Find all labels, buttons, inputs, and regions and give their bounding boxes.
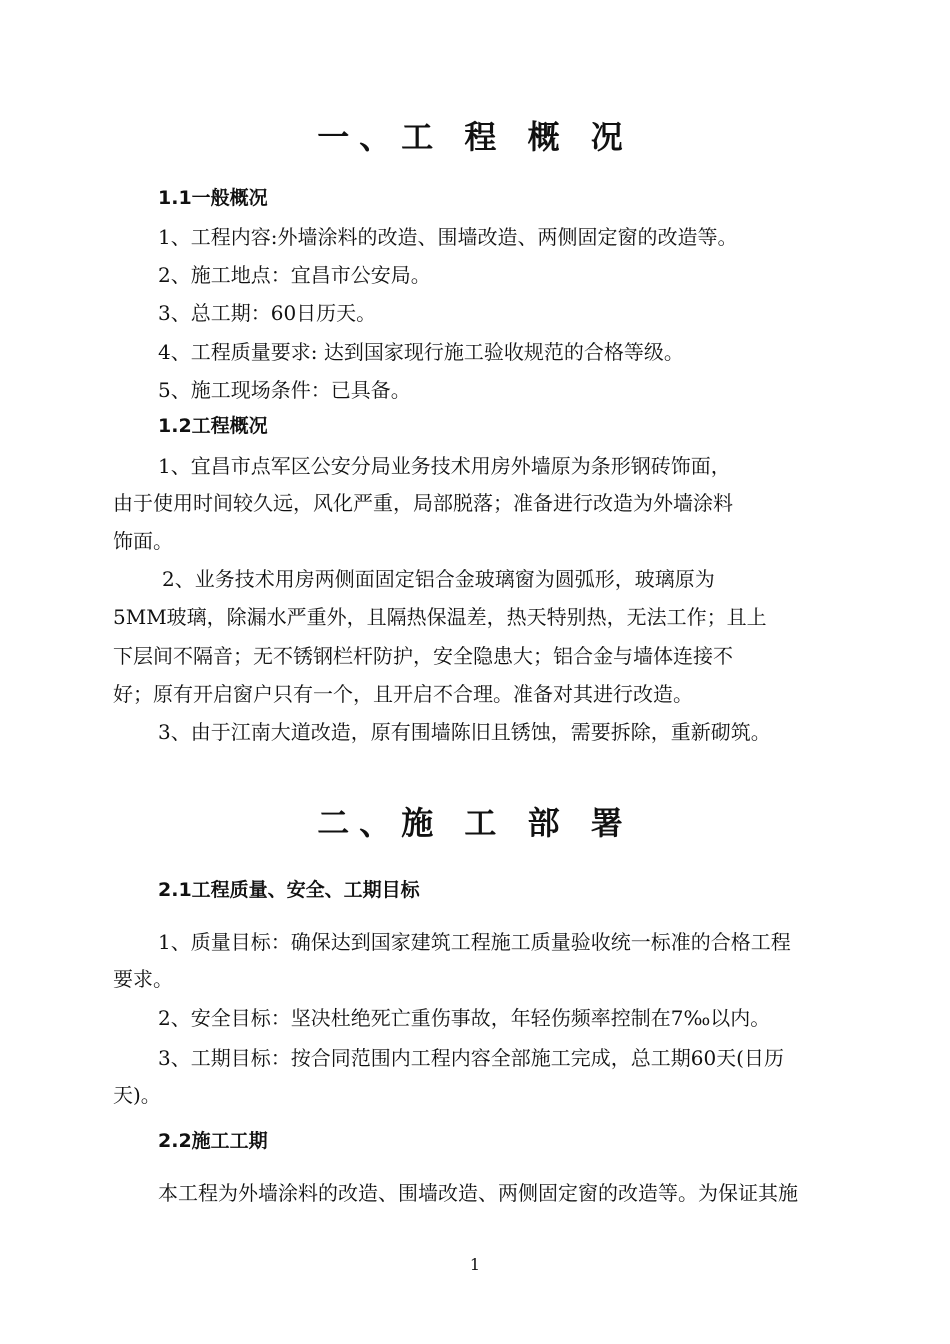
paragraph-3: 3、由于江南大道改造，原有围墙陈旧且锈蚀，需要拆除，重新砌筑。 bbox=[158, 720, 771, 744]
goal-safety: 2、安全目标：坚决杜绝死亡重伤事故，年轻伤频率控制在7‰以内。 bbox=[158, 1006, 771, 1030]
subsection-1-2-heading: 1.2工程概况 bbox=[158, 415, 268, 437]
overview-item-3: 3、总工期：60日历天。 bbox=[158, 301, 377, 325]
goal-quality-line-1: 1、质量目标：确保达到国家建筑工程施工质量验收统一标准的合格工程 bbox=[158, 930, 791, 954]
subsection-1-1-heading: 1.1一般概况 bbox=[158, 187, 268, 209]
overview-item-1: 1、工程内容:外墙涂料的改造、围墙改造、两侧固定窗的改造等。 bbox=[158, 225, 738, 249]
paragraph-2-line-2: 5MM玻璃，除漏水严重外，且隔热保温差，热天特别热，无法工作；且上 bbox=[113, 605, 767, 629]
paragraph-2-line-3: 下层间不隔音；无不锈钢栏杆防护，安全隐患大；铝合金与墙体连接不 bbox=[113, 644, 733, 668]
subsection-2-2-heading: 2.2施工工期 bbox=[158, 1130, 268, 1152]
page-number: 1 bbox=[469, 1255, 481, 1274]
paragraph-2-line-1: 2、业务技术用房两侧面固定铝合金玻璃窗为圆弧形，玻璃原为 bbox=[162, 567, 715, 591]
paragraph-1-line-3: 饰面。 bbox=[113, 529, 173, 553]
overview-item-5: 5、施工现场条件：已具备。 bbox=[158, 378, 411, 402]
paragraph-1-line-2: 由于使用时间较久远，风化严重，局部脱落；准备进行改造为外墙涂料 bbox=[113, 491, 733, 515]
overview-item-4: 4、工程质量要求: 达到国家现行施工验收规范的合格等级。 bbox=[158, 340, 684, 364]
section-1-title: 一、工 程 概 况 bbox=[317, 118, 633, 156]
goal-schedule-line-1: 3、工期目标：按合同范围内工程内容全部施工完成，总工期60天(日历 bbox=[158, 1046, 784, 1070]
paragraph-1-line-1: 1、宜昌市点军区公安分局业务技术用房外墙原为条形钢砖饰面， bbox=[158, 454, 731, 478]
goal-schedule-line-2: 天)。 bbox=[113, 1083, 161, 1107]
paragraph-2-line-4: 好；原有开启窗户只有一个，且开启不合理。准备对其进行改造。 bbox=[113, 682, 693, 706]
schedule-paragraph: 本工程为外墙涂料的改造、围墙改造、两侧固定窗的改造等。为保证其施 bbox=[158, 1181, 798, 1205]
overview-item-2: 2、施工地点：宜昌市公安局。 bbox=[158, 263, 431, 287]
goal-quality-line-2: 要求。 bbox=[113, 967, 173, 991]
section-2-title: 二、施 工 部 署 bbox=[317, 804, 633, 842]
subsection-2-1-heading: 2.1工程质量、安全、工期目标 bbox=[158, 879, 420, 901]
